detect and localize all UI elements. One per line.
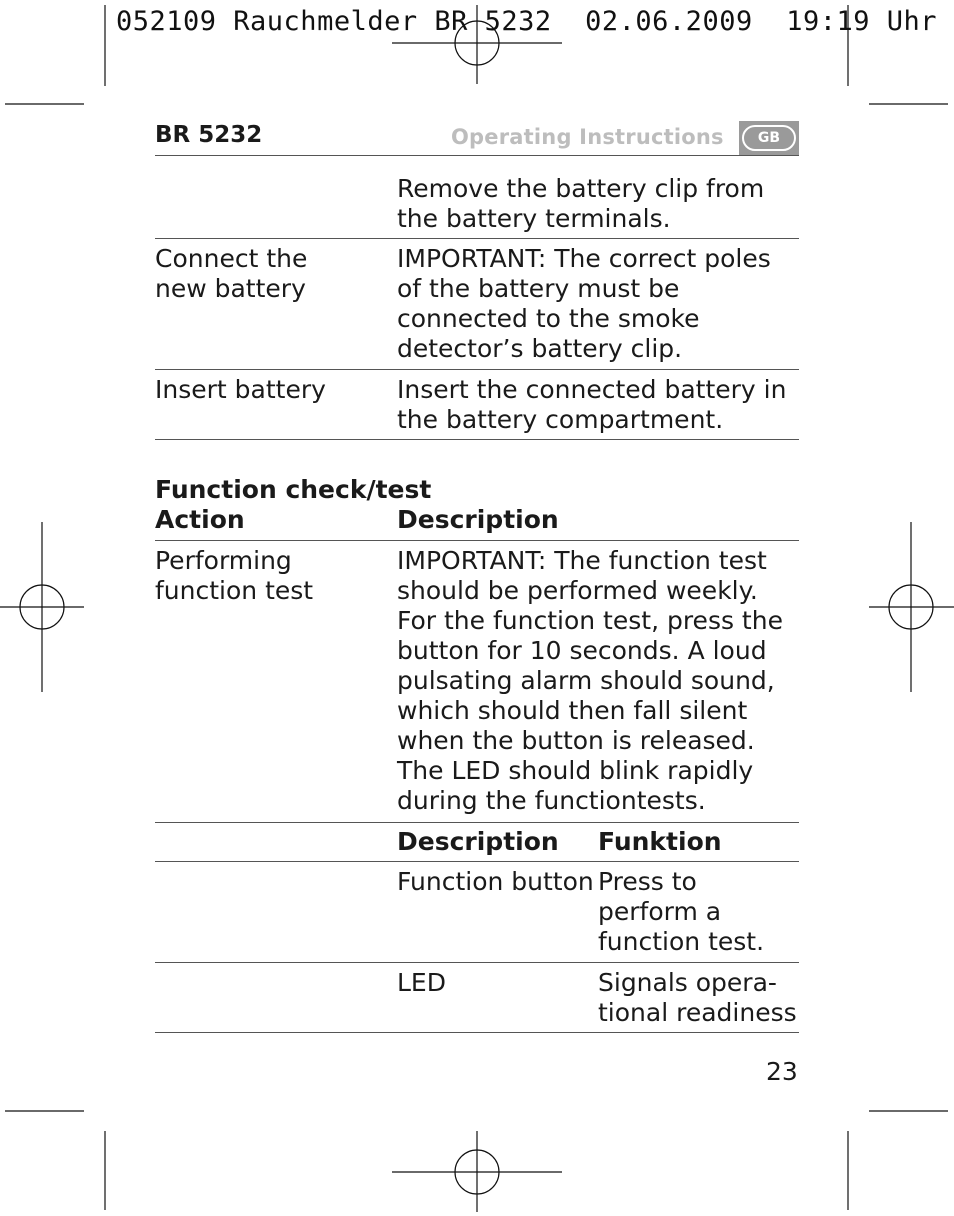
column-header-action: Action [155,505,245,534]
column-header-description: Description [397,827,559,856]
battery-row-3-description: Insert the connected battery in the battery compartment. [397,375,787,434]
page-number: 23 [766,1057,798,1086]
battery-row-3-action: Insert battery [155,375,326,404]
function-test-action: Performing function test [155,546,314,605]
function-test-description: IMPORTANT: The function test should be performed weekly. For the function test, press the button for 10 seconds. A loud pulsating alarm should sound, which should then fall silent when the button is released. The LED should blink rapidly during the functiontests. [397,546,783,815]
column-header-description: Description [397,505,559,534]
table-divider [155,238,799,239]
header-title: Operating Instructions [451,125,724,149]
battery-row-1-description: Remove the battery clip from the battery terminals. [397,174,765,233]
control-row-2-function: Signals opera- tional readiness [598,968,797,1027]
print-slug: 052109 Rauchmelder BR 5232 02.06.2009 19:19 Uhr [116,6,938,37]
language-badge-label: GB [742,125,796,151]
control-row-1-function: Press to perform a function test. [598,867,765,956]
table-divider [155,540,799,541]
language-badge [739,121,799,155]
table-divider [155,1032,799,1033]
column-header-function: Funktion [598,827,722,856]
table-divider [155,439,799,440]
table-divider [155,369,799,370]
header-model: BR 5232 [155,122,263,148]
table-divider [155,962,799,963]
table-divider [155,861,799,862]
header-rule [155,155,799,156]
battery-row-2-description: IMPORTANT: The correct poles of the battery must be connected to the smoke detector’s battery clip. [397,244,771,363]
control-row-2-description: LED [397,968,446,997]
table-divider [155,822,799,823]
battery-row-2-action: Connect the new battery [155,244,308,303]
section-heading: Function check/test [155,475,432,504]
control-row-1-description: Function button [397,867,594,896]
